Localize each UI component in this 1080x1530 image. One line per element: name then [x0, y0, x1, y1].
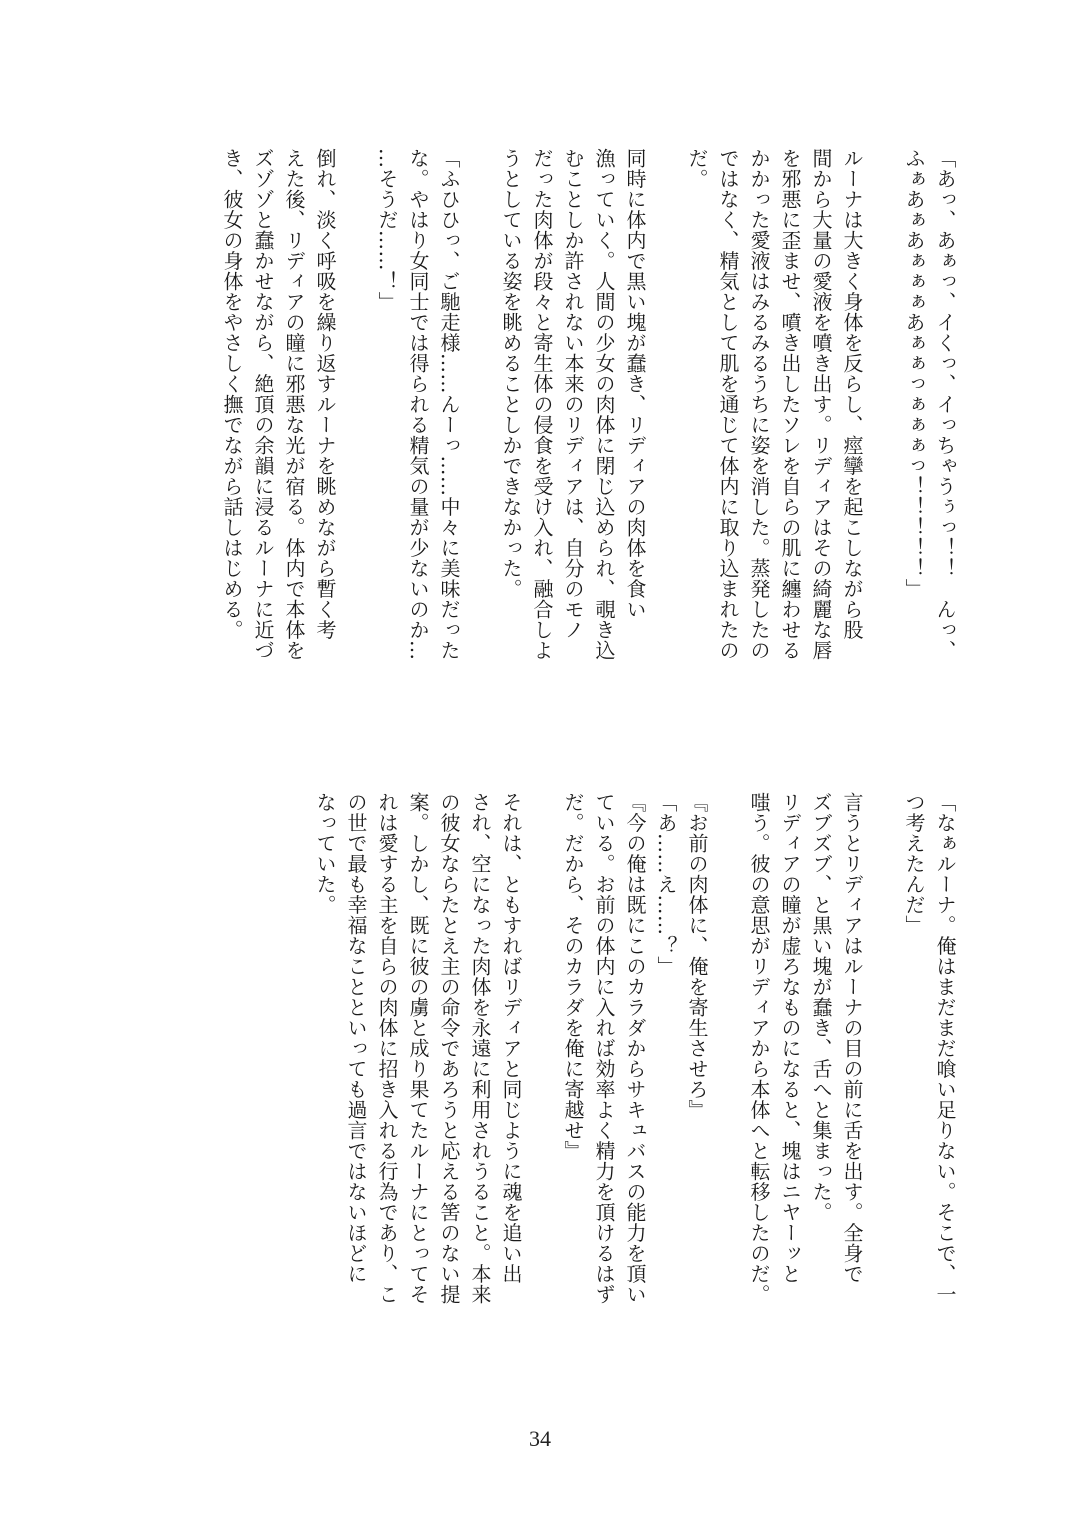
page-number: 34 [529, 1426, 551, 1451]
text-column: 「あ……え……？」 [654, 792, 678, 977]
text-column: …そうだ……！」 [375, 148, 399, 312]
text-column: き、彼女の身体をやさしく撫でながら話しはじめる。 [220, 148, 244, 640]
text-column: 倒れ、淡く呼吸を繰り返すルーナを眺めながら暫く考 [313, 148, 337, 640]
text-column: だった肉体が段々と寄生体の侵食を受け入れ、融合しよ [530, 148, 554, 661]
text-column: 「あっ、あぁっ、イくっ、イっちゃうぅっ！！ んっ、 [933, 148, 957, 661]
text-column: それは、ともすればリディアと同じように魂を追い出 [499, 792, 523, 1284]
text-column: 『今の俺は既にこのカラダからサキュバスの能力を頂い [623, 792, 647, 1305]
text-column: ではなく、精気として肌を通じて体内に取り込まれたの [716, 148, 740, 661]
upper-text-block [170, 148, 960, 708]
text-column: の彼女ならたとえ主の命令であろうと応える筈のない提 [437, 792, 461, 1305]
text-column: の世で最も幸福なことといっても過言ではないほどに [344, 792, 368, 1284]
text-column: むことしか許されない本来のリディアは、自分のモノ [561, 148, 585, 640]
text-column: だ。 [685, 148, 709, 189]
text-column: 案。しかし、既に彼の虜と成り果てたルーナにとってそ [406, 792, 430, 1305]
text-column: かかった愛液はみるみるうちに姿を消した。蒸発したの [747, 148, 771, 661]
text-column: 言うとリディアはルーナの目の前に舌を出す。全身で [840, 792, 864, 1284]
text-column: 嗤う。彼の意思がリディアから本体へと転移したのだ。 [747, 792, 771, 1305]
text-column: ている。お前の体内に入れば効率よく精力を頂けるはず [592, 792, 616, 1305]
paragraph-gap [650, 148, 681, 708]
text-column: 漁っていく。人間の少女の肉体に閉じ込められ、覗き込 [592, 148, 616, 661]
text-column: 「なぁルーナ。俺はまだまだ喰い足りない。そこで、一 [933, 792, 957, 1305]
lower-text-block [170, 792, 960, 1392]
text-column: 同時に体内で黒い塊が蠢き、リディアの肉体を食い [623, 148, 647, 620]
text-column: ズブズブ、と黒い塊が蠢き、舌へと集まった。 [809, 792, 833, 1223]
paragraph-gap [867, 148, 898, 708]
text-column: を邪悪に歪ませ、噴き出したソレを自らの肌に纏わせる [778, 148, 802, 661]
text-column: 「ふひひっ、ご馳走様……んーっ……中々に美味だった [437, 148, 461, 661]
text-column: な。やはり女同士では得られる精気の量が少ないのか… [406, 148, 430, 661]
text-column: だ。だから、そのカラダを俺に寄越せ』 [561, 792, 585, 1161]
paragraph-gap [867, 792, 898, 1392]
text-column: れは愛する主を自らの肉体に招き入れる行為であり、こ [375, 792, 399, 1305]
text-column: 間から大量の愛液を噴き出す。リディアはその綺麗な唇 [809, 148, 833, 661]
text-column: ルーナは大きく身体を反らし、痙攣を起こしながら股 [840, 148, 864, 640]
text-column: 『お前の肉体に、俺を寄生させろ』 [685, 792, 709, 1120]
paragraph-gap [712, 792, 743, 1392]
text-column: リディアの瞳が虚ろなものになると、塊はニヤーッと [778, 792, 802, 1284]
text-column: うとしている姿を眺めることしかできなかった。 [499, 148, 523, 599]
text-column: ズゾゾと蠢かせながら、絶頂の余韻に浸るルーナに近づ [251, 148, 275, 661]
text-column: えた後、リディアの瞳に邪悪な光が宿る。体内で本体を [282, 148, 306, 661]
text-column: ふぁあぁあぁぁぁあぁぁっぁぁぁっ！！！！！」 [902, 148, 926, 599]
text-column: なっていた。 [313, 792, 337, 915]
paragraph-gap [464, 148, 495, 708]
text-column: つ考えたんだ」 [902, 792, 926, 936]
paragraph-gap [340, 148, 371, 708]
text-column: され、空になった肉体を永遠に利用されうること。本来 [468, 792, 492, 1305]
paragraph-gap [526, 792, 557, 1392]
